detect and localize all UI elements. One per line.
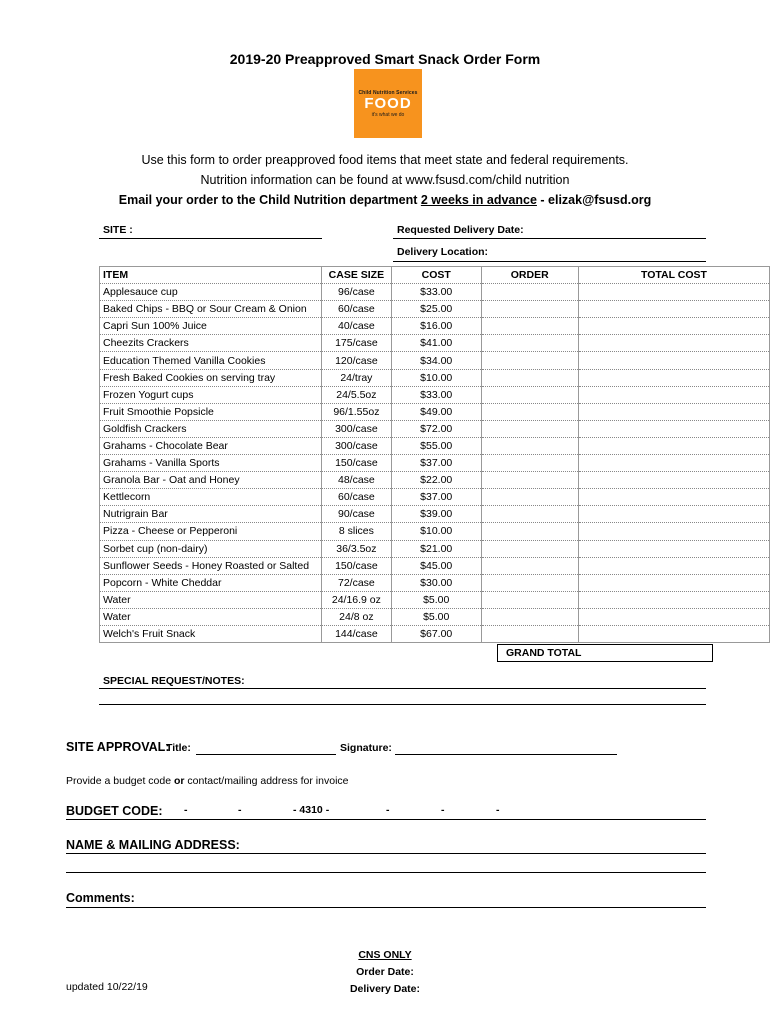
item-name: Water <box>100 591 322 608</box>
table-row <box>100 472 770 489</box>
approval-title-label: Title: <box>166 742 191 754</box>
total-cost-cell[interactable] <box>578 608 769 625</box>
item-cost: $41.00 <box>391 335 481 352</box>
order-quantity-cell[interactable] <box>481 557 578 574</box>
order-quantity-cell[interactable] <box>481 608 578 625</box>
total-cost-cell[interactable] <box>578 352 769 369</box>
site-label: SITE : <box>103 224 133 236</box>
item-name: Goldfish Crackers <box>100 420 322 437</box>
order-quantity-cell[interactable] <box>481 369 578 386</box>
requested-delivery-field[interactable] <box>393 238 706 239</box>
budget-code-seg-3: - 4310 - <box>293 804 330 816</box>
budget-code-label: BUDGET CODE: <box>66 804 163 818</box>
item-case-size: 24/16.9 oz <box>321 591 391 608</box>
total-cost-cell[interactable] <box>578 284 769 301</box>
order-quantity-cell[interactable] <box>481 591 578 608</box>
cns-order-date: Order Date: <box>356 966 414 978</box>
total-cost-cell[interactable] <box>578 489 769 506</box>
total-cost-cell[interactable] <box>578 437 769 454</box>
name-address-line-2[interactable] <box>66 872 706 873</box>
item-cost: $25.00 <box>391 301 481 318</box>
item-case-size: 150/case <box>321 455 391 472</box>
updated-date: updated 10/22/19 <box>66 981 148 993</box>
item-cost: $37.00 <box>391 455 481 472</box>
item-name: Cheezits Crackers <box>100 335 322 352</box>
comments-field[interactable] <box>66 907 706 908</box>
order-quantity-cell[interactable] <box>481 318 578 335</box>
item-case-size: 96/1.55oz <box>321 403 391 420</box>
order-quantity-cell[interactable] <box>481 284 578 301</box>
budget-code-seg-2: - <box>238 804 242 816</box>
order-quantity-cell[interactable] <box>481 386 578 403</box>
table-row <box>100 608 770 625</box>
grand-total-box: GRAND TOTAL <box>497 644 713 662</box>
intro-line-1: Use this form to order preapproved food items that meet state and federal requirements. <box>141 153 629 167</box>
header-total-cost: TOTAL COST <box>578 267 769 284</box>
order-quantity-cell[interactable] <box>481 437 578 454</box>
item-cost: $49.00 <box>391 403 481 420</box>
item-cost: $16.00 <box>391 318 481 335</box>
item-case-size: 150/case <box>321 557 391 574</box>
email-deadline: 2 weeks in advance <box>420 193 537 207</box>
total-cost-cell[interactable] <box>578 386 769 403</box>
item-cost: $45.00 <box>391 557 481 574</box>
item-name: Welch's Fruit Snack <box>100 625 322 642</box>
special-request-line-2[interactable] <box>99 704 706 705</box>
order-quantity-cell[interactable] <box>481 489 578 506</box>
table-row <box>100 591 770 608</box>
item-cost: $5.00 <box>391 591 481 608</box>
table-row <box>100 420 770 437</box>
approval-title-field[interactable] <box>196 754 336 755</box>
order-quantity-cell[interactable] <box>481 574 578 591</box>
order-quantity-cell[interactable] <box>481 352 578 369</box>
item-cost: $5.00 <box>391 608 481 625</box>
item-name: Applesauce cup <box>100 284 322 301</box>
item-case-size: 24/tray <box>321 369 391 386</box>
item-cost: $39.00 <box>391 506 481 523</box>
item-case-size: 48/case <box>321 472 391 489</box>
total-cost-cell[interactable] <box>578 591 769 608</box>
item-name: Granola Bar - Oat and Honey <box>100 472 322 489</box>
site-approval-label: SITE APPROVAL: <box>66 740 170 754</box>
item-case-size: 60/case <box>321 301 391 318</box>
header-item: ITEM <box>100 267 322 284</box>
email-suffix: - elizak@fsusd.org <box>536 193 652 207</box>
table-row <box>100 455 770 472</box>
total-cost-cell[interactable] <box>578 506 769 523</box>
total-cost-cell[interactable] <box>578 625 769 642</box>
item-case-size: 8 slices <box>321 523 391 540</box>
header-case-size: CASE SIZE <box>321 267 391 284</box>
delivery-location-field[interactable] <box>393 261 706 262</box>
intro-line-2: Nutrition information can be found at www.fsusd.com/child nutrition <box>200 173 570 187</box>
table-row <box>100 284 770 301</box>
total-cost-cell[interactable] <box>578 369 769 386</box>
logo-line-2: FOOD <box>364 94 412 112</box>
item-cost: $67.00 <box>391 625 481 642</box>
item-name: Fresh Baked Cookies on serving tray <box>100 369 322 386</box>
email-instructions <box>0 193 770 207</box>
order-quantity-cell[interactable] <box>481 455 578 472</box>
order-quantity-cell[interactable] <box>481 403 578 420</box>
total-cost-cell[interactable] <box>578 403 769 420</box>
total-cost-cell[interactable] <box>578 557 769 574</box>
table-row <box>100 574 770 591</box>
total-cost-cell[interactable] <box>578 455 769 472</box>
total-cost-cell[interactable] <box>578 335 769 352</box>
table-row <box>100 625 770 642</box>
total-cost-cell[interactable] <box>578 318 769 335</box>
item-cost: $34.00 <box>391 352 481 369</box>
special-request-line-1[interactable] <box>99 688 706 689</box>
budget-note-or: or <box>174 775 185 787</box>
item-name: Grahams - Chocolate Bear <box>100 437 322 454</box>
budget-code-seg-6: - <box>496 804 500 816</box>
order-quantity-cell[interactable] <box>481 301 578 318</box>
name-address-label: NAME & MAILING ADDRESS: <box>66 838 240 852</box>
item-case-size: 90/case <box>321 506 391 523</box>
table-header-row <box>100 267 770 284</box>
table-row <box>100 403 770 420</box>
order-quantity-cell[interactable] <box>481 506 578 523</box>
logo-line-3: it's what we do <box>371 111 405 118</box>
budget-code-seg-5: - <box>441 804 445 816</box>
order-quantity-cell[interactable] <box>481 420 578 437</box>
header-order: ORDER <box>481 267 578 284</box>
item-name: Pizza - Cheese or Pepperoni <box>100 523 322 540</box>
budget-note-suffix: contact/mailing address for invoice <box>184 775 349 787</box>
item-case-size: 60/case <box>321 489 391 506</box>
item-cost: $10.00 <box>391 369 481 386</box>
item-case-size: 40/case <box>321 318 391 335</box>
form-title: 2019-20 Preapproved Smart Snack Order Form <box>229 51 541 67</box>
item-name: Kettlecorn <box>100 489 322 506</box>
comments-label: Comments: <box>66 891 135 905</box>
order-quantity-cell[interactable] <box>481 523 578 540</box>
item-name: Popcorn - White Cheddar <box>100 574 322 591</box>
table-row <box>100 540 770 557</box>
budget-note-prefix: Provide a budget code <box>66 775 174 787</box>
approval-signature-field[interactable] <box>395 754 617 755</box>
item-name: Fruit Smoothie Popsicle <box>100 403 322 420</box>
table-row <box>100 369 770 386</box>
item-case-size: 72/case <box>321 574 391 591</box>
item-case-size: 144/case <box>321 625 391 642</box>
item-cost: $10.00 <box>391 523 481 540</box>
item-name: Nutrigrain Bar <box>100 506 322 523</box>
item-cost: $37.00 <box>391 489 481 506</box>
budget-note <box>66 775 349 787</box>
total-cost-cell[interactable] <box>578 472 769 489</box>
total-cost-cell[interactable] <box>578 420 769 437</box>
logo-line-1: Child Nutrition Services <box>358 89 418 96</box>
table-row <box>100 506 770 523</box>
table-row <box>100 489 770 506</box>
budget-code-field[interactable] <box>66 819 706 820</box>
item-name: Grahams - Vanilla Sports <box>100 455 322 472</box>
item-case-size: 300/case <box>321 420 391 437</box>
item-cost: $33.00 <box>391 284 481 301</box>
order-quantity-cell[interactable] <box>481 540 578 557</box>
item-name: Water <box>100 608 322 625</box>
table-row <box>100 386 770 403</box>
table-row <box>100 318 770 335</box>
total-cost-cell[interactable] <box>578 301 769 318</box>
item-cost: $55.00 <box>391 437 481 454</box>
total-cost-cell[interactable] <box>578 540 769 557</box>
order-quantity-cell[interactable] <box>481 625 578 642</box>
table-row <box>100 301 770 318</box>
items-table <box>99 266 770 643</box>
table-row <box>100 557 770 574</box>
item-name: Sorbet cup (non-dairy) <box>100 540 322 557</box>
table-row <box>100 335 770 352</box>
item-case-size: 120/case <box>321 352 391 369</box>
item-case-size: 300/case <box>321 437 391 454</box>
table-row <box>100 437 770 454</box>
item-cost: $22.00 <box>391 472 481 489</box>
approval-signature-label: Signature: <box>340 742 392 754</box>
item-name: Baked Chips - BBQ or Sour Cream & Onion <box>100 301 322 318</box>
item-case-size: 96/case <box>321 284 391 301</box>
total-cost-cell[interactable] <box>578 523 769 540</box>
requested-delivery-label: Requested Delivery Date: <box>397 224 524 236</box>
item-case-size: 24/8 oz <box>321 608 391 625</box>
item-name: Frozen Yogurt cups <box>100 386 322 403</box>
item-name: Education Themed Vanilla Cookies <box>100 352 322 369</box>
delivery-location-label: Delivery Location: <box>397 246 489 258</box>
cns-food-logo <box>354 69 422 138</box>
order-quantity-cell[interactable] <box>481 335 578 352</box>
item-cost: $21.00 <box>391 540 481 557</box>
total-cost-cell[interactable] <box>578 574 769 591</box>
item-name: Capri Sun 100% Juice <box>100 318 322 335</box>
header-cost: COST <box>391 267 481 284</box>
budget-code-seg-1: - <box>184 804 188 816</box>
cns-only-title: CNS ONLY <box>358 949 412 961</box>
order-quantity-cell[interactable] <box>481 472 578 489</box>
name-address-line-1[interactable] <box>66 853 706 854</box>
item-case-size: 36/3.5oz <box>321 540 391 557</box>
table-row <box>100 523 770 540</box>
table-row <box>100 352 770 369</box>
budget-code-seg-4: - <box>386 804 390 816</box>
cns-delivery-date: Delivery Date: <box>349 983 421 995</box>
special-request-label: SPECIAL REQUEST/NOTES: <box>103 675 245 687</box>
item-cost: $30.00 <box>391 574 481 591</box>
item-case-size: 175/case <box>321 335 391 352</box>
email-prefix: Email your order to the Child Nutrition department <box>118 193 421 207</box>
item-cost: $72.00 <box>391 420 481 437</box>
site-field[interactable] <box>99 238 322 239</box>
item-name: Sunflower Seeds - Honey Roasted or Salted <box>100 557 322 574</box>
item-case-size: 24/5.5oz <box>321 386 391 403</box>
item-cost: $33.00 <box>391 386 481 403</box>
